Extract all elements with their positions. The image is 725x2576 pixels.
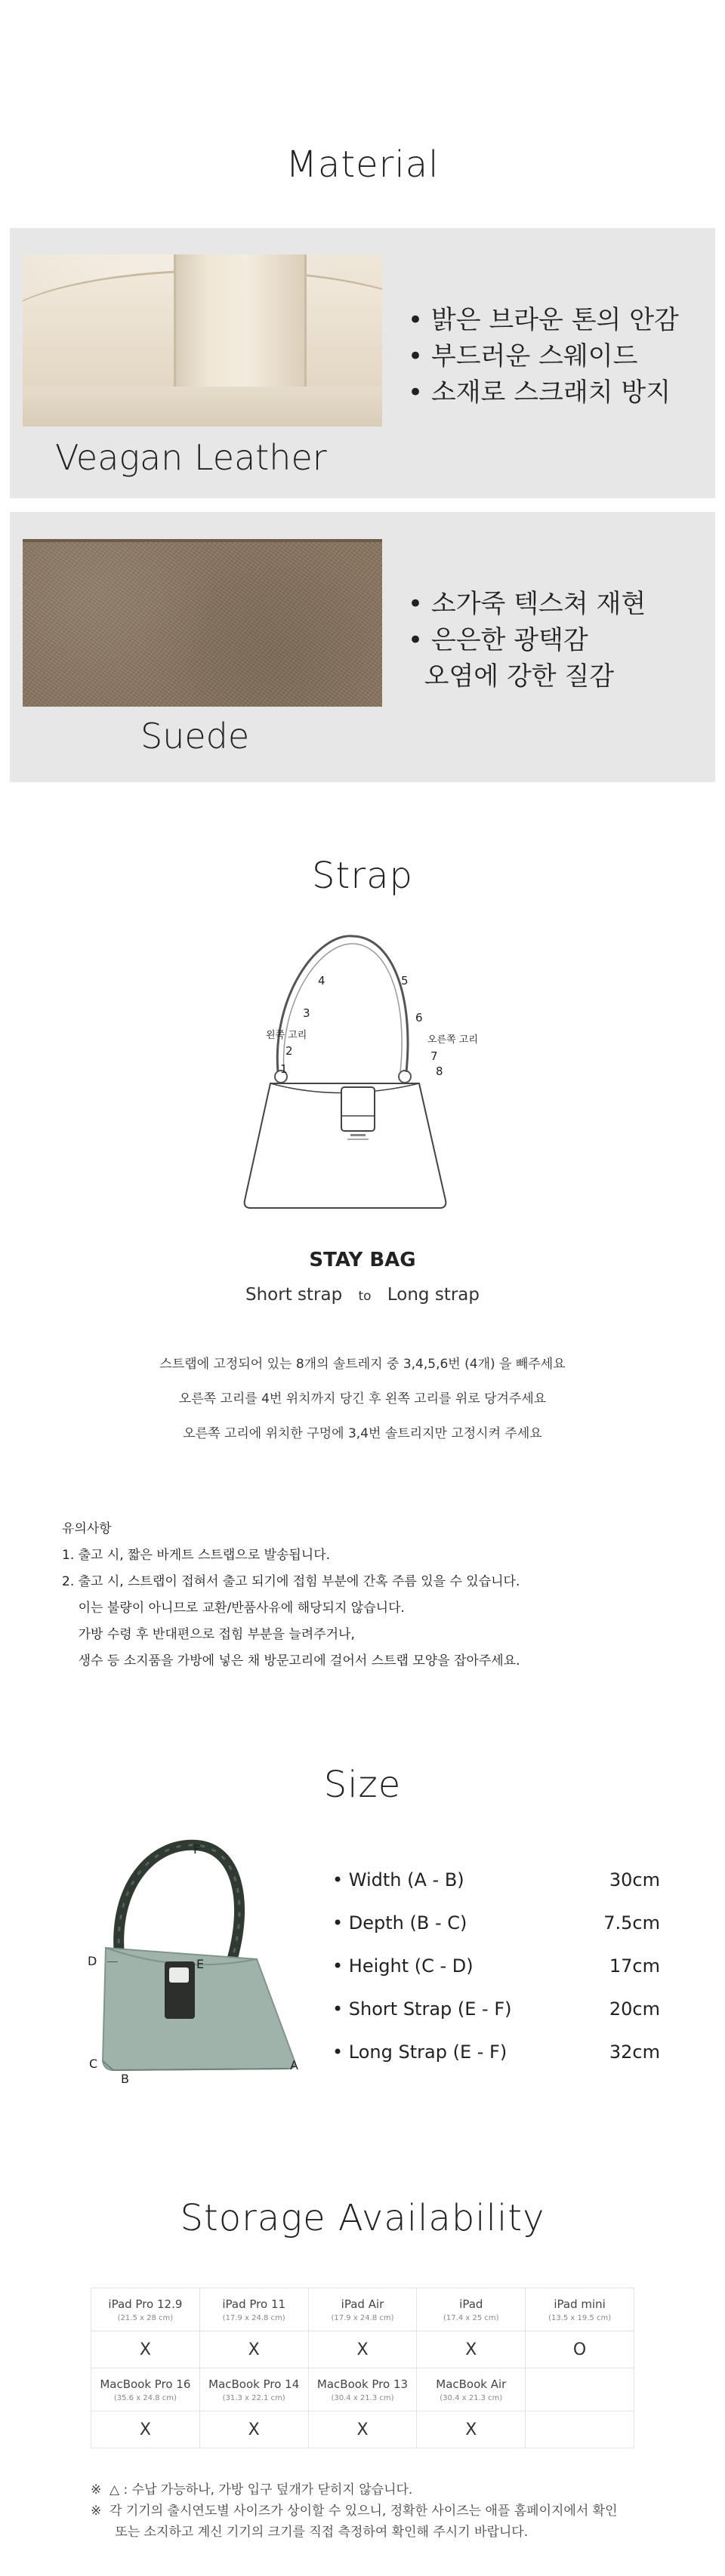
size-value: 17cm	[609, 1955, 660, 1977]
size-title: Size	[323, 1764, 402, 1806]
strap-num-2: 2	[285, 1044, 293, 1058]
storage-mark: X	[91, 2411, 200, 2448]
notice-line: 가방 수령 후 반대편으로 접힘 부분을 늘려주거나,	[62, 1627, 355, 1642]
left-ring-label: 왼쪽 고리	[266, 1030, 307, 1041]
size-label: • Long Strap (E - F)	[332, 2041, 508, 2063]
right-ring-label: 오른쪽 고리	[427, 1034, 478, 1046]
device-cell: iPad mini (13.5 x 19.5 cm)	[526, 2288, 634, 2331]
leather-bullets	[408, 302, 679, 411]
storage-table	[91, 2288, 634, 2448]
size-value: 20cm	[609, 1998, 660, 2020]
storage-mark: X	[199, 2331, 308, 2368]
device-cell: MacBook Pro 14 (31.3 x 22.1 cm)	[199, 2368, 308, 2411]
suede-bullet: • 소가죽 텍스쳐 재현	[408, 589, 646, 619]
size-row	[332, 1912, 665, 1955]
leather-bullet: • 소재로 스크래치 방지	[408, 377, 671, 408]
notice-title: 유의사항	[62, 1521, 112, 1536]
storage-mark: O	[526, 2331, 634, 2368]
point-label-a: A	[290, 2058, 298, 2072]
storage-mark: X	[308, 2411, 417, 2448]
right-ring	[399, 1071, 411, 1083]
notice-block	[62, 1516, 520, 1675]
suede-name: Suede	[140, 716, 250, 756]
strap-to-word: to	[358, 1289, 372, 1304]
material-panel-leather	[10, 228, 715, 498]
suede-bullet: 오염에 강한 질감	[408, 661, 615, 692]
size-row	[332, 1955, 665, 1998]
strap-from: Short strap	[245, 1285, 343, 1305]
device-cell: iPad (17.4 x 25 cm)	[417, 2288, 526, 2331]
storage-footnotes	[91, 2479, 618, 2543]
size-value: 30cm	[609, 1869, 660, 1890]
notice-line: 이는 불량이 아니므로 교환/반품사유에 해당되지 않습니다.	[62, 1601, 405, 1616]
storage-mark: X	[417, 2411, 526, 2448]
leather-bullet: • 부드러운 스웨이드	[408, 341, 638, 371]
material-panel-suede	[10, 512, 715, 782]
strap-num-5: 5	[401, 974, 409, 988]
size-row	[332, 2041, 665, 2085]
strap-num-8: 8	[436, 1065, 443, 1078]
device-cell: MacBook Pro 13 (30.4 x 21.3 cm)	[308, 2368, 417, 2411]
size-spec-list	[332, 1869, 665, 2085]
storage-mark: X	[308, 2331, 417, 2368]
size-label: • Depth (B - C)	[332, 1912, 467, 1934]
table-row	[91, 2368, 634, 2411]
strap-num-7: 7	[430, 1049, 438, 1063]
strap-instruction: 오른쪽 고리에 위치한 구멍에 3,4번 솔트리지만 고정시켜 주세요	[183, 1426, 542, 1441]
table-row	[91, 2331, 634, 2368]
footnote-line: ※ 각 기기의 출시연도별 사이즈가 상이할 수 있으니, 정확한 사이즈는 애플 홈페이지에서 확인	[91, 2504, 618, 2519]
storage-title: Storage Availability	[180, 2197, 545, 2239]
point-label-d: D	[88, 1954, 97, 1968]
material-title: Material	[285, 143, 440, 186]
strap-num-6: 6	[415, 1011, 423, 1025]
notice-line: 1. 출고 시, 짧은 바게트 스트랩으로 발송됩니다.	[62, 1548, 331, 1563]
strap-diagram	[227, 929, 498, 1223]
device-cell: iPad Pro 11 (17.9 x 24.8 cm)	[199, 2288, 308, 2331]
strap-line	[277, 936, 408, 1072]
product-name: STAY BAG	[309, 1249, 416, 1271]
point-label-c: C	[89, 2057, 98, 2071]
device-cell: iPad Air (17.9 x 24.8 cm)	[308, 2288, 417, 2331]
size-value: 32cm	[609, 2041, 660, 2063]
notice-line: 생수 등 소지품을 가방에 넣은 채 방문고리에 걸어서 스트랩 모양을 잡아주세요.	[62, 1653, 520, 1669]
size-row	[332, 1998, 665, 2041]
point-label-e: E	[196, 1957, 205, 1971]
size-value: 7.5cm	[603, 1912, 660, 1934]
leather-swatch-image	[23, 254, 382, 427]
table-row	[91, 2288, 634, 2331]
suede-swatch-image	[23, 539, 382, 707]
strap-num-3: 3	[303, 1006, 310, 1020]
size-row	[332, 1869, 665, 1912]
strap-num-1: 1	[280, 1062, 288, 1076]
suede-bullet: • 은은한 광택감	[408, 625, 588, 655]
footnote-line: 또는 소지하고 계신 기기의 크기를 직접 측정하여 확인해 주시기 바랍니다.	[91, 2525, 529, 2540]
footnote-line: ※ △ : 수납 가능하나, 가방 입구 덮개가 닫히지 않습니다.	[91, 2482, 413, 2497]
leather-bullet: • 밝은 브라운 톤의 안감	[408, 305, 679, 335]
storage-mark: X	[417, 2331, 526, 2368]
strap-instruction: 오른쪽 고리를 4번 위치까지 당긴 후 왼쪽 고리를 위로 당겨주세요	[178, 1391, 547, 1407]
device-cell: MacBook Pro 16 (35.6 x 24.8 cm)	[91, 2368, 200, 2411]
storage-mark: X	[91, 2331, 200, 2368]
strap-title: Strap	[312, 855, 413, 897]
storage-mark: X	[199, 2411, 308, 2448]
size-label: • Short Strap (E - F)	[332, 1998, 512, 2020]
size-label: • Height (C - D)	[332, 1955, 474, 1977]
bag-flap	[341, 1087, 375, 1131]
leather-name: Veagan Leather	[55, 437, 327, 478]
point-label-b: B	[121, 2072, 129, 2086]
strap-num-4: 4	[318, 974, 325, 988]
notice-line: 2. 출고 시, 스트랩이 접혀서 출고 되기에 접힘 부분에 간혹 주름 있을 수 있습니다.	[62, 1574, 520, 1589]
device-cell: MacBook Air (30.4 x 21.3 cm)	[417, 2368, 526, 2411]
table-row	[91, 2411, 634, 2448]
point-label-f: F	[193, 1842, 201, 1857]
suede-bullets	[408, 586, 646, 695]
size-label: • Width (A - B)	[332, 1869, 464, 1890]
strap-instruction: 스트랩에 고정되어 있는 8개의 솔트레지 중 3,4,5,6번 (4개) 을 빼주세요	[159, 1357, 566, 1372]
device-cell: iPad Pro 12.9 (21.5 x 28 cm)	[91, 2288, 200, 2331]
bag-strap	[119, 1845, 239, 1963]
strap-conversion	[0, 1285, 725, 1305]
strap-to: Long strap	[387, 1285, 480, 1305]
empty-cell	[526, 2368, 634, 2411]
empty-cell	[526, 2411, 634, 2448]
